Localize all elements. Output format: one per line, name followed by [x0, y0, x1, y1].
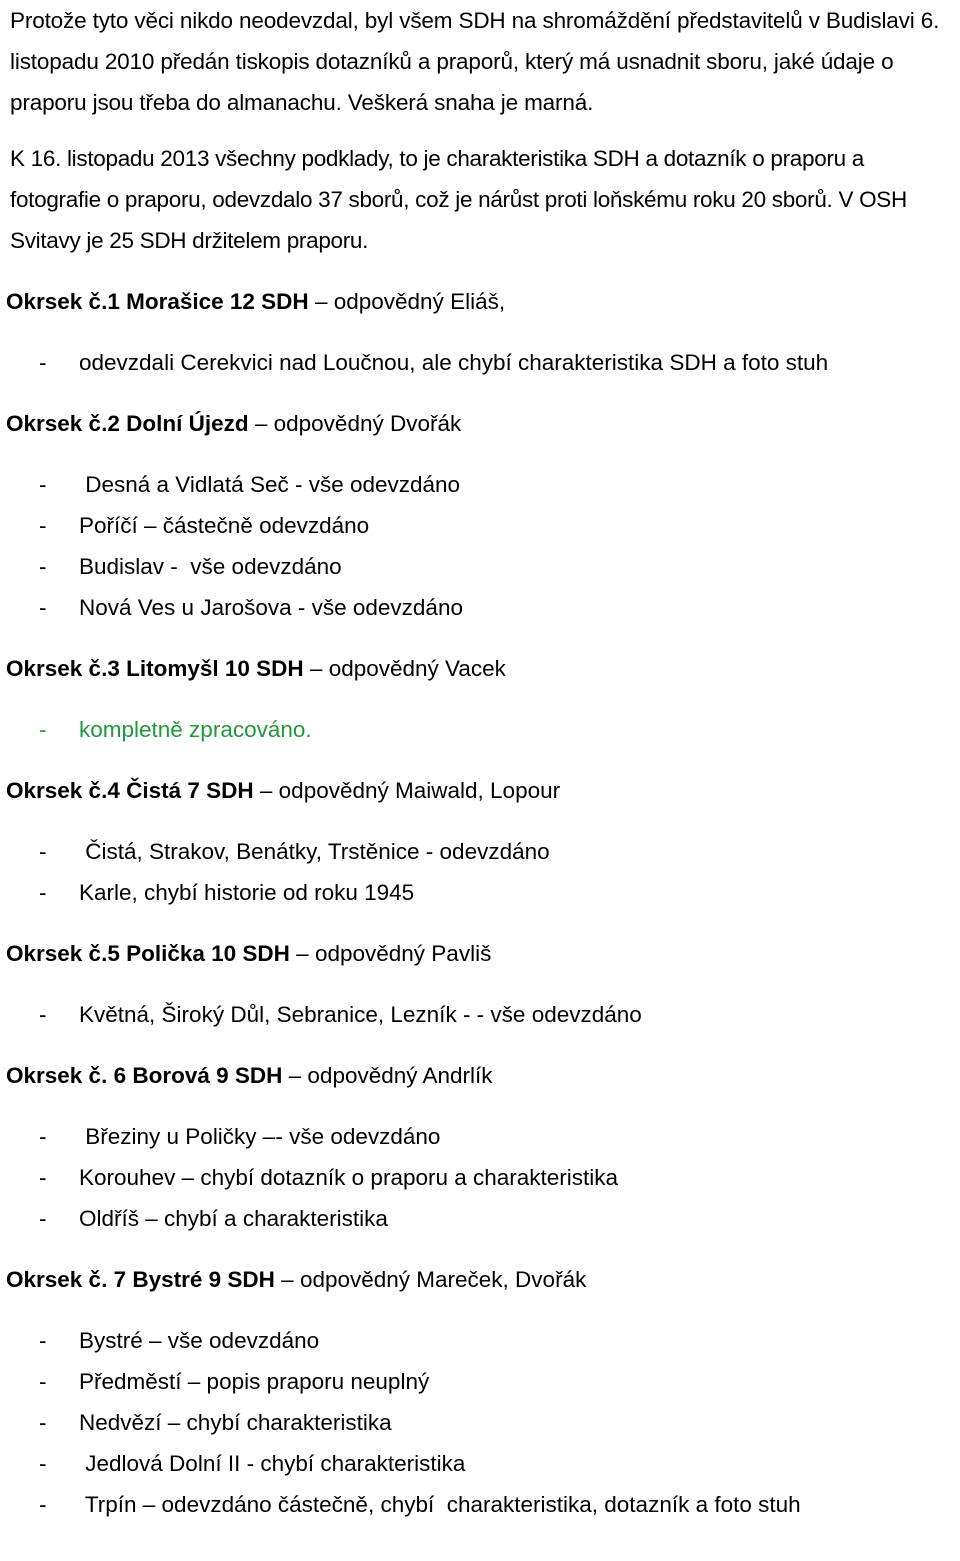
list-item	[6, 587, 956, 628]
bullet-dash: -	[39, 1206, 47, 1231]
list-item	[6, 1198, 956, 1239]
spacer	[6, 811, 956, 831]
list-item	[6, 1402, 956, 1443]
spacer	[6, 974, 956, 994]
district-heading	[6, 1055, 956, 1096]
bullet-dash: -	[39, 839, 47, 864]
list-item	[6, 1320, 956, 1361]
district-label: Okrsek č.5 Polička 10 SDH	[6, 941, 290, 966]
responsible-person: odpovědný Eliáš,	[333, 289, 506, 314]
heading-separator: –	[253, 778, 279, 803]
district-heading	[6, 1259, 956, 1300]
responsible-person: odpovědný Maiwald, Lopour	[278, 778, 561, 803]
list-item-text: Trpín – odevzdáno částečně, chybí charakteristika, dotazník a foto stuh	[79, 1492, 801, 1517]
district-sections	[6, 281, 956, 1525]
district-heading	[6, 648, 956, 689]
list-item	[6, 1361, 956, 1402]
document-page	[6, 0, 956, 1525]
bullet-dash: -	[39, 1002, 47, 1027]
list-item-text: Nová Ves u Jarošova - vše odevzdáno	[79, 595, 463, 620]
list-item-text: Březiny u Poličky –- vše odevzdáno	[79, 1124, 441, 1149]
district-heading	[6, 933, 956, 974]
list-item-text: Desná a Vidlatá Seč - vše odevzdáno	[79, 472, 461, 497]
district-heading	[6, 281, 956, 322]
list-item	[6, 464, 956, 505]
list-item	[6, 1157, 956, 1198]
bullet-dash: -	[39, 1328, 47, 1353]
heading-separator: –	[274, 1267, 300, 1292]
list-item	[6, 546, 956, 587]
spacer	[6, 1096, 956, 1116]
spacer	[6, 1300, 956, 1320]
district-section	[6, 1259, 956, 1525]
bullet-dash: -	[39, 1451, 47, 1476]
district-item-list	[6, 994, 956, 1035]
district-item-list	[6, 831, 956, 913]
district-item-list	[6, 464, 956, 628]
heading-separator: –	[303, 656, 329, 681]
district-heading	[6, 403, 956, 444]
list-item	[6, 994, 956, 1035]
responsible-person: odpovědný Mareček, Dvořák	[299, 1267, 587, 1292]
district-label: Okrsek č.1 Morašice 12 SDH	[6, 289, 309, 314]
responsible-person: odpovědný Vacek	[328, 656, 506, 681]
bullet-dash: -	[39, 554, 47, 579]
list-item	[6, 505, 956, 546]
list-item-text: Oldříš – chybí a charakteristika	[79, 1206, 388, 1231]
heading-separator: –	[289, 941, 315, 966]
district-label: Okrsek č. 6 Borová 9 SDH	[6, 1063, 283, 1088]
bullet-dash: -	[39, 595, 47, 620]
district-item-list	[6, 342, 956, 383]
list-item-text: kompletně zpracováno.	[79, 717, 312, 742]
list-item-text: Budislav - vše odevzdáno	[79, 554, 342, 579]
district-section	[6, 281, 956, 383]
responsible-person: odpovědný Dvořák	[273, 411, 462, 436]
list-item-text: Bystré – vše odevzdáno	[79, 1328, 320, 1353]
bullet-dash: -	[39, 1492, 47, 1517]
district-section	[6, 648, 956, 750]
list-item	[6, 709, 956, 750]
list-item	[6, 1443, 956, 1484]
district-item-list	[6, 709, 956, 750]
list-item	[6, 1116, 956, 1157]
bullet-dash: -	[39, 1369, 47, 1394]
district-heading	[6, 770, 956, 811]
bullet-dash: -	[39, 513, 47, 538]
spacer	[6, 322, 956, 342]
spacer	[6, 123, 956, 138]
list-item	[6, 342, 956, 383]
list-item-text: Karle, chybí historie od roku 1945	[79, 880, 415, 905]
district-label: Okrsek č.4 Čistá 7 SDH	[6, 778, 254, 803]
district-item-list	[6, 1116, 956, 1239]
district-item-list	[6, 1320, 956, 1525]
bullet-dash: -	[39, 1124, 47, 1149]
list-item	[6, 872, 956, 913]
bullet-dash: -	[39, 350, 47, 375]
district-label: Okrsek č.3 Litomyšl 10 SDH	[6, 656, 304, 681]
spacer	[6, 689, 956, 709]
district-section	[6, 403, 956, 628]
district-label: Okrsek č. 7 Bystré 9 SDH	[6, 1267, 275, 1292]
bullet-dash: -	[39, 1410, 47, 1435]
list-item-text: Korouhev – chybí dotazník o praporu a charakteristika	[79, 1165, 619, 1190]
list-item-text: Čistá, Strakov, Benátky, Trstěnice - odevzdáno	[79, 839, 550, 864]
list-item-text: Nedvězí – chybí charakteristika	[79, 1410, 392, 1435]
heading-separator: –	[308, 289, 334, 314]
bullet-dash: -	[39, 472, 47, 497]
list-item-text: Květná, Široký Důl, Sebranice, Lezník - - vše odevzdáno	[79, 1002, 642, 1027]
district-section	[6, 933, 956, 1035]
list-item-text: Poříčí – částečně odevzdáno	[79, 513, 370, 538]
bullet-dash: -	[39, 1165, 47, 1190]
bullet-dash: -	[39, 717, 47, 742]
heading-separator: –	[282, 1063, 308, 1088]
list-item	[6, 1484, 956, 1525]
responsible-person: odpovědný Andrlík	[307, 1063, 493, 1088]
list-item-text: odevzdali Cerekvici nad Loučnou, ale chybí charakteristika SDH a foto stuh	[79, 350, 829, 375]
list-item-text: Jedlová Dolní II - chybí charakteristika	[79, 1451, 466, 1476]
list-item	[6, 831, 956, 872]
spacer	[6, 444, 956, 464]
intro-paragraph-2: K 16. listopadu 2013 všechny podklady, to je charakteristika SDH a dotazník o praporu a fotografie o praporu, odevzdalo 37 sborů, což je nárůst proti loňskému roku 20 sborů. V OSH Svitavy je 25 SDH držitelem praporu.	[10, 146, 907, 253]
district-section	[6, 770, 956, 913]
district-label: Okrsek č.2 Dolní Újezd	[6, 411, 249, 436]
list-item-text: Předměstí – popis praporu neuplný	[79, 1369, 430, 1394]
responsible-person: odpovědný Pavliš	[314, 941, 492, 966]
district-section	[6, 1055, 956, 1239]
heading-separator: –	[248, 411, 274, 436]
intro-paragraph-1: Protože tyto věci nikdo neodevzdal, byl všem SDH na shromáždění představitelů v Budislavi 6. listopadu 2010 předán tiskopis dotazníků a praporů, který má usnadnit sboru, jaké údaje o praporu jsou třeba do almanachu. Veškerá snaha je marná.	[10, 8, 940, 115]
bullet-dash: -	[39, 880, 47, 905]
